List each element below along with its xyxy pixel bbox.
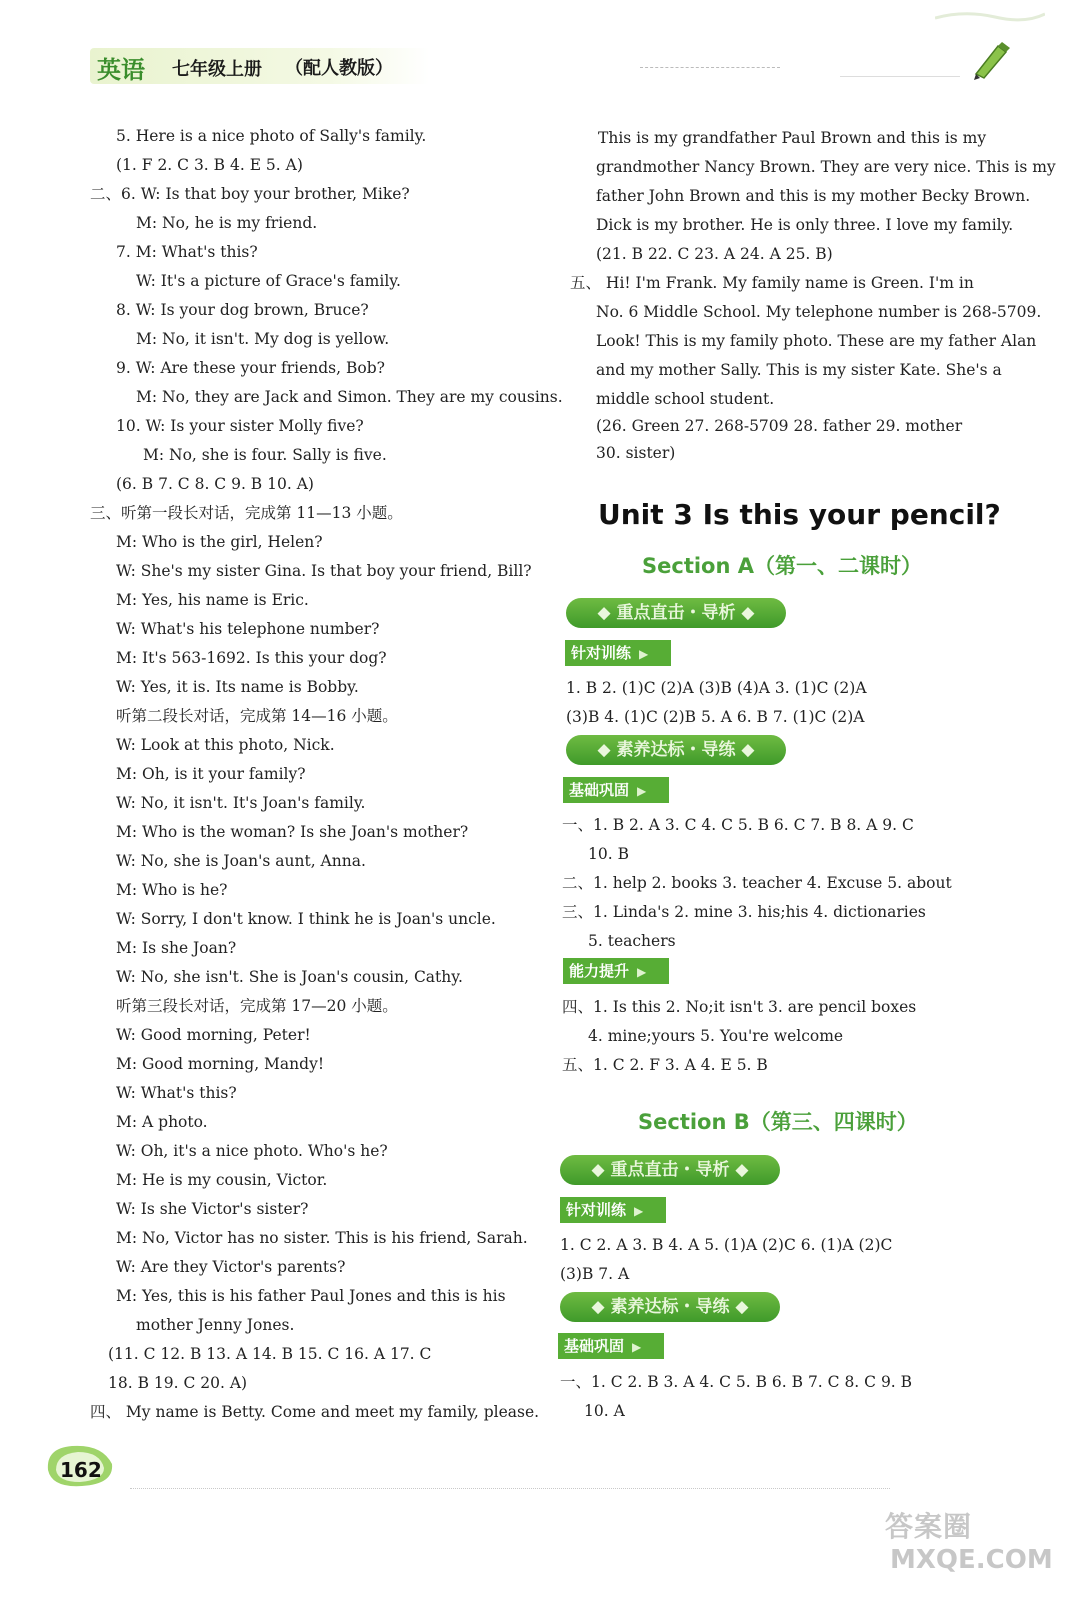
text-line: No. 6 Middle School. My telephone number is 268-5709. xyxy=(596,303,1042,321)
section-a-title: Section A（第一、二课时） xyxy=(642,554,922,578)
unit-title: Unit 3 Is this your pencil? xyxy=(598,498,1001,531)
text-line: Look! This is my family photo. These are my father Alan xyxy=(596,332,1037,350)
edition-label: （配人教版） xyxy=(285,58,393,79)
tag-drill-b: 针对训练 ▶ xyxy=(560,1197,666,1223)
answer-line: 4. mine;yours 5. You're welcome xyxy=(588,1027,844,1045)
answer-line: (3)B 4. (1)C (2)B 5. A 6. B 7. (1)C (2)A xyxy=(566,708,865,726)
text-line: M: Is she Joan? xyxy=(116,939,237,957)
pill-practice-b: ◆ 素养达标・导练 ◆ xyxy=(560,1292,780,1322)
text-line: 18. B 19. C 20. A) xyxy=(108,1374,248,1392)
text-line: middle school student. xyxy=(596,390,775,408)
pill-key-analysis-b: ◆ 重点直击・导析 ◆ xyxy=(560,1155,780,1185)
leaf-decoration-icon xyxy=(935,8,1045,26)
tag-basic-a: 基础巩固 ▶ xyxy=(563,777,669,803)
pill-practice-a: ◆ 素养达标・导练 ◆ xyxy=(566,735,786,765)
text-line: W: Good morning, Peter! xyxy=(116,1026,311,1044)
text-line: (11. C 12. B 13. A 14. B 15. C 16. A 17. C xyxy=(108,1345,432,1363)
text-line: grandmother Nancy Brown. They are very nice. This is my xyxy=(596,158,1056,176)
text-line: 三、听第一段长对话，完成第 11—13 小题。 xyxy=(90,504,403,522)
answer-line: 五、1. C 2. F 3. A 4. E 5. B xyxy=(562,1056,768,1074)
text-line: M: Good morning, Mandy! xyxy=(116,1055,325,1073)
grade-label: 七年级上册 xyxy=(172,59,262,80)
text-line: 听第三段长对话，完成第 17—20 小题。 xyxy=(116,997,398,1015)
text-line: (6. B 7. C 8. C 9. B 10. A) xyxy=(116,475,314,493)
text-line: (26. Green 27. 268-5709 28. father 29. mother xyxy=(596,417,963,435)
text-line: W: No, it isn't. It's Joan's family. xyxy=(116,794,366,812)
text-line: M: A photo. xyxy=(116,1113,208,1131)
text-line: 5. Here is a nice photo of Sally's family. xyxy=(116,127,427,145)
page-header xyxy=(0,0,1079,100)
answer-line: 10. B xyxy=(588,845,629,863)
answer-line: 1. C 2. A 3. B 4. A 5. (1)A (2)C 6. (1)A (2)C xyxy=(560,1236,893,1254)
text-line: W: Sorry, I don't know. I think he is Joan's uncle. xyxy=(116,910,496,928)
text-line: father John Brown and this is my mother Becky Brown. xyxy=(596,187,1031,205)
text-line: W: She's my sister Gina. Is that boy your friend, Bill? xyxy=(116,562,532,580)
text-line: 听第二段长对话，完成第 14—16 小题。 xyxy=(116,707,398,725)
watermark-logo: 答案圈 xyxy=(885,1510,973,1543)
text-line: W: Is she Victor's sister? xyxy=(116,1200,309,1218)
tag-drill-a: 针对训练 ▶ xyxy=(565,640,671,666)
text-line: 四、 My name is Betty. Come and meet my family, please. xyxy=(90,1403,540,1421)
text-line: W: Oh, it's a nice photo. Who's he? xyxy=(116,1142,388,1160)
text-line: 五、 Hi! I'm Frank. My family name is Green. I'm in xyxy=(570,274,974,292)
header-rule-2 xyxy=(840,76,960,77)
text-line: M: Oh, is it your family? xyxy=(116,765,306,783)
section-b-title: Section B（第三、四课时） xyxy=(638,1110,918,1134)
text-line: W: It's a picture of Grace's family. xyxy=(136,272,401,290)
text-line: 7. M: What's this? xyxy=(116,243,258,261)
header-rule xyxy=(640,67,780,68)
text-line: W: Yes, it is. Its name is Bobby. xyxy=(116,678,359,696)
answer-line: 一、1. B 2. A 3. C 4. C 5. B 6. C 7. B 8. A 9. C xyxy=(562,816,914,834)
text-line: W: No, she isn't. She is Joan's cousin, Cathy. xyxy=(116,968,463,986)
text-line: M: No, he is my friend. xyxy=(136,214,318,232)
text-line: 9. W: Are these your friends, Bob? xyxy=(116,359,385,377)
answer-line: 四、1. Is this 2. No;it isn't 3. are pencil boxes xyxy=(562,998,917,1016)
footer-rule xyxy=(130,1488,890,1489)
text-line: 10. W: Is your sister Molly five? xyxy=(116,417,364,435)
text-line: M: No, they are Jack and Simon. They are my cousins. xyxy=(136,388,563,406)
text-line: (1. F 2. C 3. B 4. E 5. A) xyxy=(116,156,303,174)
text-line: M: Yes, this is his father Paul Jones and this is his xyxy=(116,1287,506,1305)
text-line: 30. sister) xyxy=(596,444,676,462)
answer-line: 10. A xyxy=(584,1402,625,1420)
answer-line: 三、1. Linda's 2. mine 3. his;his 4. dictionaries xyxy=(562,903,926,921)
answer-line: 1. B 2. (1)C (2)A (3)B (4)A 3. (1)C (2)A xyxy=(566,679,867,697)
answer-line: 一、1. C 2. B 3. A 4. C 5. B 6. B 7. C 8. C 9. B xyxy=(560,1373,913,1391)
text-line: M: No, Victor has no sister. This is his friend, Sarah. xyxy=(116,1229,528,1247)
text-line: W: What's his telephone number? xyxy=(116,620,380,638)
text-line: M: Who is the girl, Helen? xyxy=(116,533,323,551)
pill-key-analysis-a: ◆ 重点直击・导析 ◆ xyxy=(566,598,786,628)
answer-line: (3)B 7. A xyxy=(560,1265,630,1283)
tag-ability-a: 能力提升 ▶ xyxy=(563,958,669,984)
pen-icon xyxy=(968,38,1012,82)
text-line: mother Jenny Jones. xyxy=(136,1316,295,1334)
text-line: This is my grandfather Paul Brown and this is my xyxy=(598,129,987,147)
text-line: W: Look at this photo, Nick. xyxy=(116,736,335,754)
text-line: W: Are they Victor's parents? xyxy=(116,1258,346,1276)
tag-basic-b: 基础巩固 ▶ xyxy=(558,1333,664,1359)
text-line: M: Yes, his name is Eric. xyxy=(116,591,309,609)
answer-line: 5. teachers xyxy=(588,932,676,950)
text-line: and my mother Sally. This is my sister Kate. She's a xyxy=(596,361,1002,379)
text-line: M: He is my cousin, Victor. xyxy=(116,1171,328,1189)
text-line: Dick is my brother. He is only three. I love my family. xyxy=(596,216,1014,234)
text-line: 8. W: Is your dog brown, Bruce? xyxy=(116,301,369,319)
answer-line: 二、1. help 2. books 3. teacher 4. Excuse 5. about xyxy=(562,874,952,892)
text-line: M: No, it isn't. My dog is yellow. xyxy=(136,330,390,348)
text-line: M: Who is he? xyxy=(116,881,228,899)
text-line: M: Who is the woman? Is she Joan's mother? xyxy=(116,823,469,841)
text-line: W: What's this? xyxy=(116,1084,237,1102)
watermark-url: MXQE.COM xyxy=(890,1545,1053,1575)
page-number: 162 xyxy=(60,1458,102,1482)
text-line: M: No, she is four. Sally is five. xyxy=(143,446,387,464)
text-line: W: No, she is Joan's aunt, Anna. xyxy=(116,852,366,870)
text-line: M: It's 563-1692. Is this your dog? xyxy=(116,649,387,667)
subject-title: 英语 xyxy=(97,56,145,84)
text-line: 二、6. W: Is that boy your brother, Mike? xyxy=(90,185,410,203)
text-line: (21. B 22. C 23. A 24. A 25. B) xyxy=(596,245,833,263)
